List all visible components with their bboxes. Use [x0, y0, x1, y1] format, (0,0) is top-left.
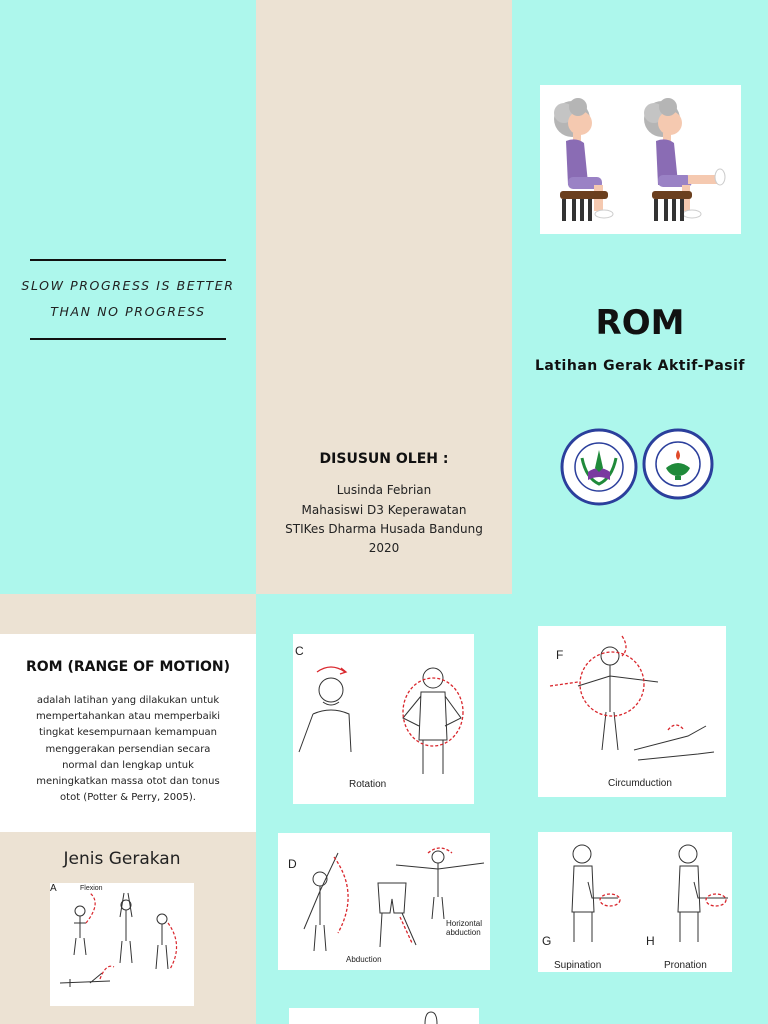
elderly-seated-figure — [554, 98, 613, 221]
flexion-figure — [50, 883, 194, 1006]
rotation-figure — [293, 634, 474, 804]
abduction-caption: Abduction — [346, 955, 382, 964]
abduction-letter: D — [288, 857, 297, 871]
partial-figure-card — [289, 1008, 479, 1024]
definition-body: adalah latihan yang dilakukan untuk mempertahankan atau memperbaiki tingkat kesempurnaan kemampuan menggerakan persendian secara normal dan lengkap untuk meningkatkan massa otot dan tonus otot (Potter & Perry, 2005). — [35, 695, 221, 804]
pronation-letter: H — [646, 934, 655, 948]
rotation-letter: C — [295, 644, 304, 658]
types-heading: Jenis Gerakan — [63, 849, 181, 869]
author-heading: DISUSUN OLEH : — [319, 451, 449, 467]
quote-rule-bottom — [30, 338, 226, 340]
elderly-leg-extension-figure — [644, 98, 725, 221]
author-school: STIKes Dharma Husada Bandung — [285, 522, 483, 536]
stikes-logo — [560, 428, 638, 506]
quote-line-1: SLOW PROGRESS IS BETTER — [21, 278, 235, 293]
author-role: Mahasiswi D3 Keperawatan — [301, 503, 467, 517]
flexion-caption: Flexion — [80, 885, 103, 892]
abduction-figure — [278, 833, 490, 970]
supination-pronation-figure — [538, 832, 732, 972]
pronation-caption: Pronation — [664, 960, 707, 971]
quote-rule-top — [30, 259, 226, 261]
author-name: Lusinda Febrian — [336, 483, 432, 497]
rotation-caption: Rotation — [349, 779, 387, 790]
flexion-letter: A — [50, 883, 57, 894]
circumduction-figure — [538, 626, 726, 797]
circumduction-letter: F — [556, 648, 564, 662]
cover-subtitle: Latihan Gerak Aktif-Pasif — [535, 358, 745, 374]
supination-letter: G — [542, 934, 552, 948]
horizontal-abduction-caption: Horizontal abduction — [446, 919, 483, 937]
quote-line-2: THAN NO PROGRESS — [50, 304, 206, 319]
author-year: 2020 — [368, 541, 400, 555]
d3-keperawatan-logo — [642, 428, 714, 500]
cover-title: ROM — [595, 303, 685, 343]
elderly-exercise-illustration — [540, 85, 741, 234]
circumduction-caption: Circumduction — [608, 778, 672, 789]
definition-heading: ROM (RANGE OF MOTION) — [25, 659, 231, 675]
supination-caption: Supination — [554, 960, 602, 971]
